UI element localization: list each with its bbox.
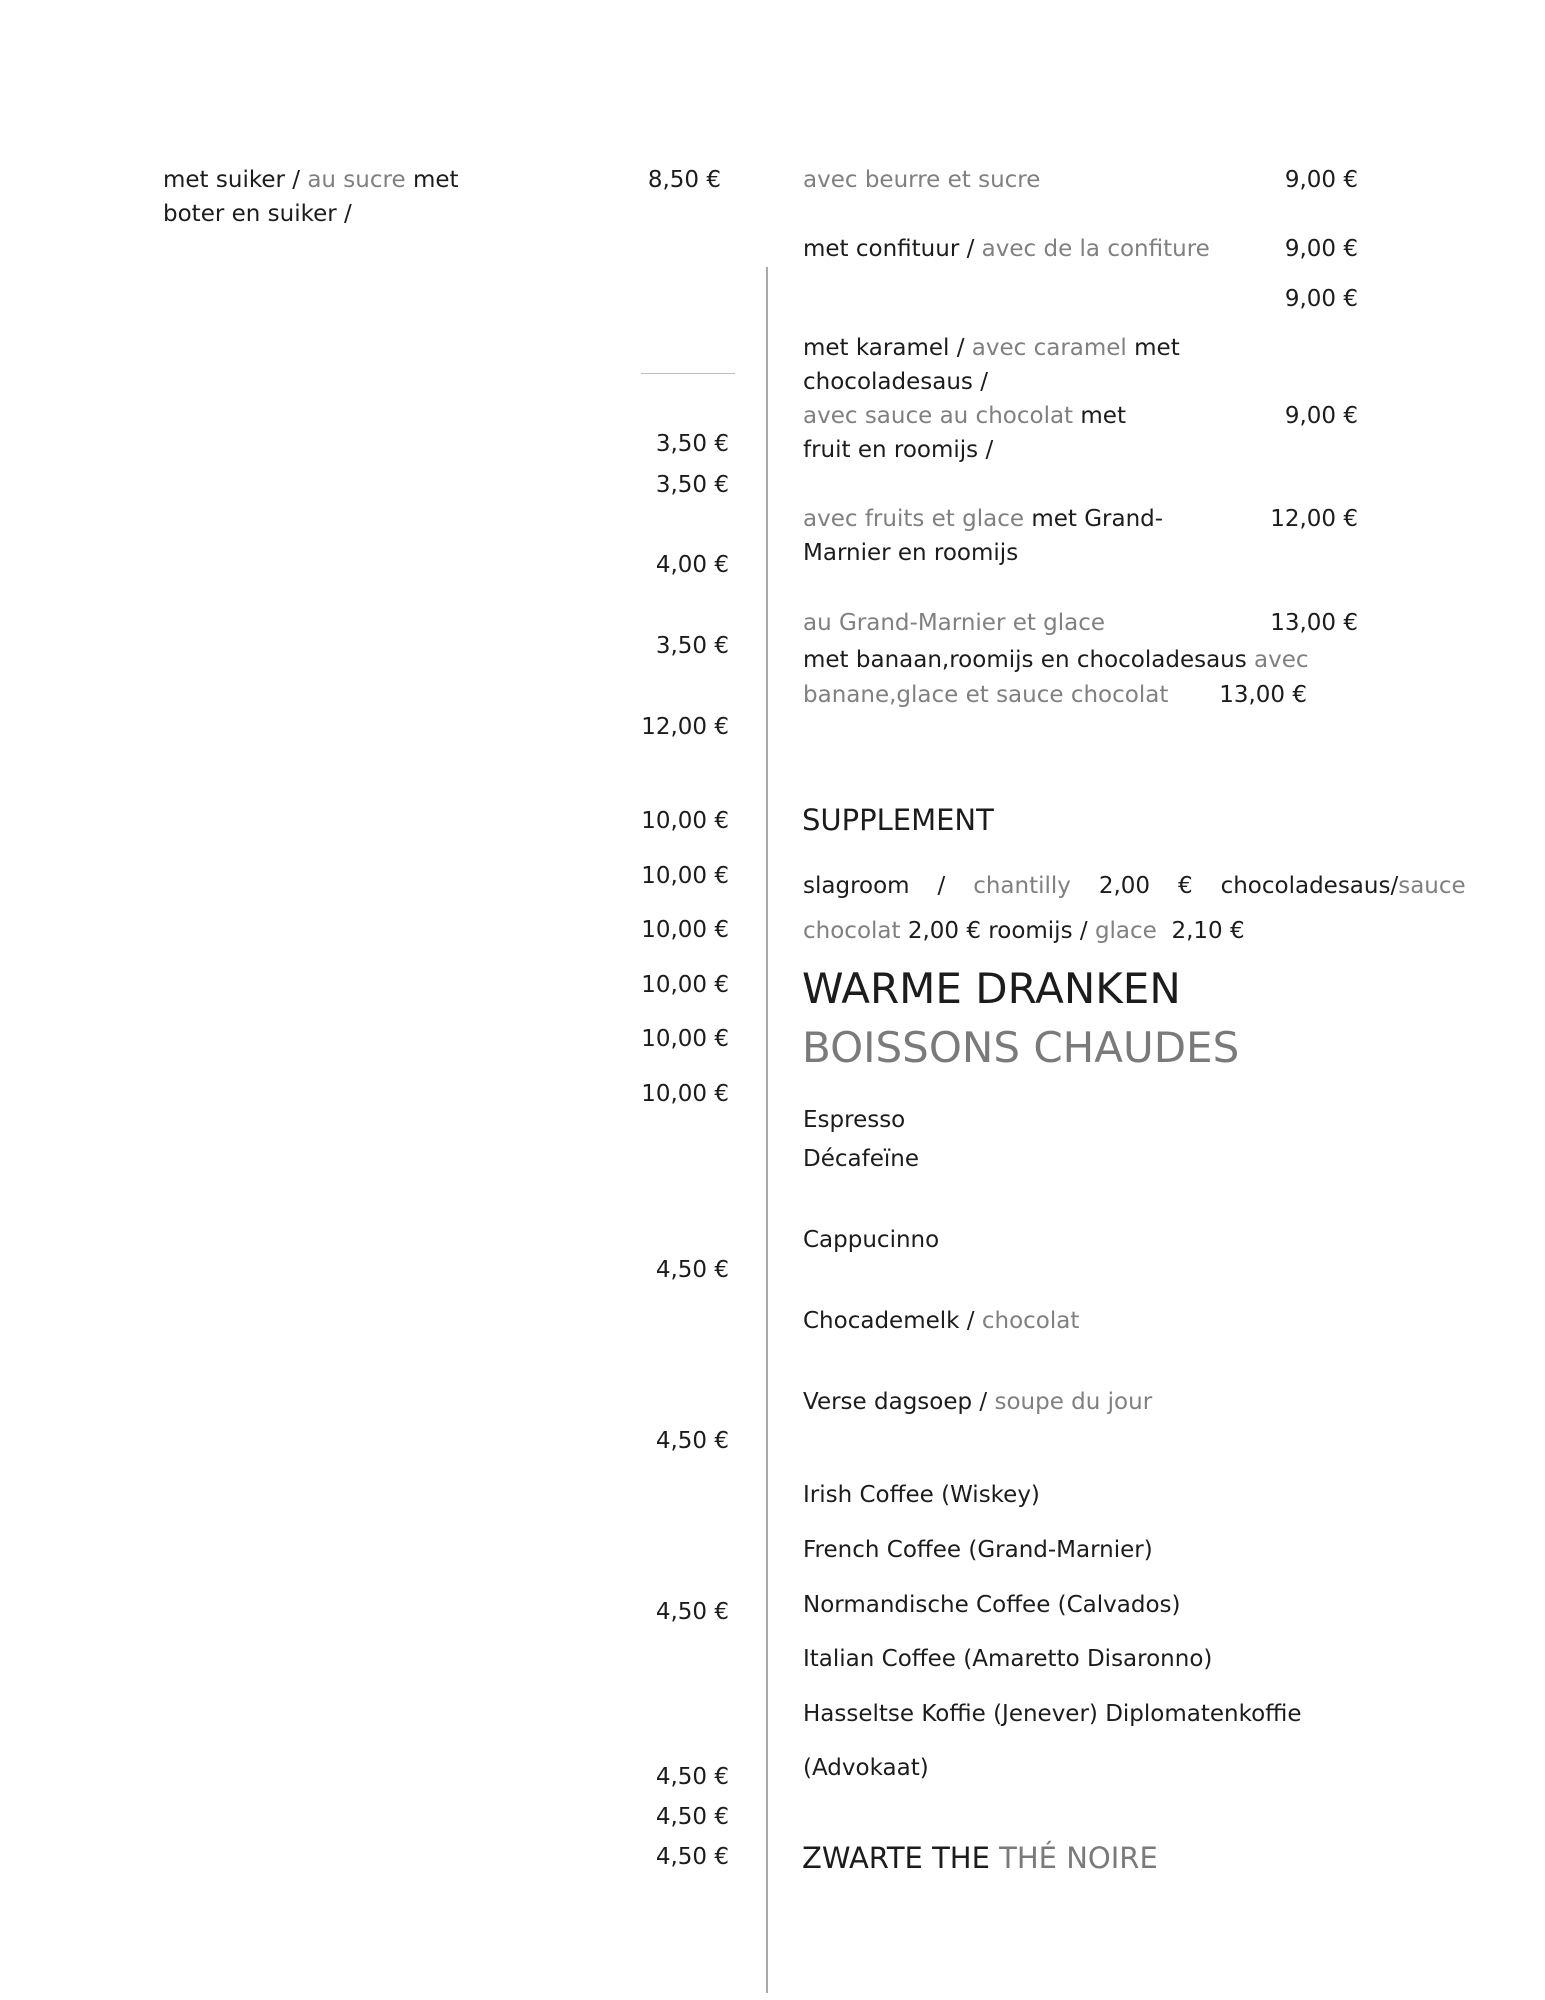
supplement-price: 2,00 xyxy=(1098,873,1151,899)
price: 4,00 € xyxy=(655,552,729,578)
menu-item-chocolate-sauce: chocoladesaus / xyxy=(803,369,988,395)
supplement-nl: slagroom xyxy=(803,873,910,899)
price: 3,50 € xyxy=(655,431,729,457)
price: 9,00 € xyxy=(1284,403,1358,429)
price: 9,00 € xyxy=(1284,236,1358,262)
item-nl: met Grand- xyxy=(1031,506,1164,532)
currency: € xyxy=(1178,873,1193,899)
menu-item-sugar xyxy=(163,163,459,197)
price: 9,00 € xyxy=(1284,167,1358,193)
section-heading-supplement: SUPPLEMENT xyxy=(802,803,994,837)
separator: / xyxy=(937,873,946,899)
heading-fr: THÉ NOIRE xyxy=(999,1841,1158,1875)
item-nl: met xyxy=(1134,335,1180,361)
item-fr: avec de la confiture xyxy=(981,236,1210,262)
drink-fr: soupe du jour xyxy=(994,1389,1153,1415)
price: 10,00 € xyxy=(641,863,729,889)
price: 4,50 € xyxy=(655,1844,729,1870)
drink-chocolate-milk xyxy=(803,1304,1079,1338)
price: 8,50 € xyxy=(647,167,721,193)
price: 4,50 € xyxy=(655,1257,729,1283)
drink-soup-of-day xyxy=(803,1385,1152,1419)
supplement-nl: 2,00 € roomijs / xyxy=(907,918,1088,944)
menu-item-chocolate-sauce-fr xyxy=(803,399,1126,433)
heading-nl: ZWARTE THE xyxy=(802,1841,990,1875)
supplement-nl: chocoladesaus/ xyxy=(1220,873,1399,899)
drink-nl: Chocademelk / xyxy=(803,1308,975,1334)
drink-decafeine: Décafeïne xyxy=(803,1146,919,1172)
price: 10,00 € xyxy=(641,1026,729,1052)
supplement-price: 2,10 € xyxy=(1171,918,1245,944)
price: 9,00 € xyxy=(1284,286,1358,312)
supplement-line-1 xyxy=(803,869,1466,903)
price: 3,50 € xyxy=(655,472,729,498)
price: 12,00 € xyxy=(1270,506,1358,532)
price: 4,50 € xyxy=(655,1764,729,1790)
menu-item-banana xyxy=(803,643,1309,677)
menu-item-grand-marnier: Marnier en roomijs xyxy=(803,540,1019,566)
supplement-fr: chantilly xyxy=(973,873,1071,899)
item-nl: met banaan,roomijs en chocoladesaus xyxy=(803,647,1247,673)
item-nl: met karamel / xyxy=(803,335,965,361)
price: 12,00 € xyxy=(641,714,729,740)
menu-item-fr: avec beurre et sucre xyxy=(803,167,1041,193)
section-heading-boissons-chaudes: BOISSONS CHAUDES xyxy=(802,1023,1240,1072)
supplement-fr: chocolat xyxy=(803,918,901,944)
price: 4,50 € xyxy=(655,1599,729,1625)
menu-item-fruits-glace xyxy=(803,502,1163,536)
drink-fr: chocolat xyxy=(981,1308,1080,1334)
price: 10,00 € xyxy=(641,917,729,943)
item-nl: met suiker / xyxy=(163,167,301,193)
drink-italian-coffee: Italian Coffee (Amaretto Disaronno) xyxy=(803,1646,1213,1672)
drink-french-coffee: French Coffee (Grand-Marnier) xyxy=(803,1537,1153,1563)
menu-item-caramel xyxy=(803,331,1180,365)
item-fr: avec sauce au chocolat xyxy=(803,403,1074,429)
drink-hasseltse-koffie: Hasseltse Koffie (Jenever) Diplomatenkoffie xyxy=(803,1701,1302,1727)
section-heading-warme-dranken: WARME DRANKEN xyxy=(802,964,1181,1013)
price: 13,00 € xyxy=(1219,682,1307,708)
item-fr: avec caramel xyxy=(971,335,1127,361)
supplement-line-2 xyxy=(803,914,1245,948)
section-heading-zwarte-the xyxy=(802,1838,1158,1878)
menu-item-butter-sugar: boter en suiker / xyxy=(163,201,352,227)
drink-irish-coffee: Irish Coffee (Wiskey) xyxy=(803,1482,1040,1508)
menu-item-jam xyxy=(803,232,1210,266)
supplement-fr: sauce xyxy=(1398,873,1466,899)
item-nl: met xyxy=(412,167,459,193)
item-fr: avec fruits et glace xyxy=(803,506,1025,532)
divider xyxy=(641,373,735,374)
drink-normandische-coffee: Normandische Coffee (Calvados) xyxy=(803,1592,1181,1618)
menu-item-banana-fr: banane,glace et sauce chocolat xyxy=(803,682,1169,708)
price: 4,50 € xyxy=(655,1804,729,1830)
drink-advokaat: (Advokaat) xyxy=(803,1755,929,1781)
price: 13,00 € xyxy=(1270,610,1358,636)
item-fr: au sucre xyxy=(307,167,406,193)
menu-item-fruit-icecream: fruit en roomijs / xyxy=(803,437,994,463)
drink-espresso: Espresso xyxy=(803,1107,906,1133)
price: 10,00 € xyxy=(641,1081,729,1107)
price: 3,50 € xyxy=(655,633,729,659)
supplement-fr: glace xyxy=(1094,918,1157,944)
price: 4,50 € xyxy=(655,1428,729,1454)
drink-cappuccino: Cappucinno xyxy=(803,1227,940,1253)
column-divider xyxy=(766,267,768,1993)
price: 10,00 € xyxy=(641,972,729,998)
item-nl: met xyxy=(1080,403,1126,429)
item-fr: avec xyxy=(1254,647,1309,673)
item-nl: met confituur / xyxy=(803,236,975,262)
drink-nl: Verse dagsoep / xyxy=(803,1389,988,1415)
menu-item-fr: au Grand-Marnier et glace xyxy=(803,610,1106,636)
price: 10,00 € xyxy=(641,808,729,834)
